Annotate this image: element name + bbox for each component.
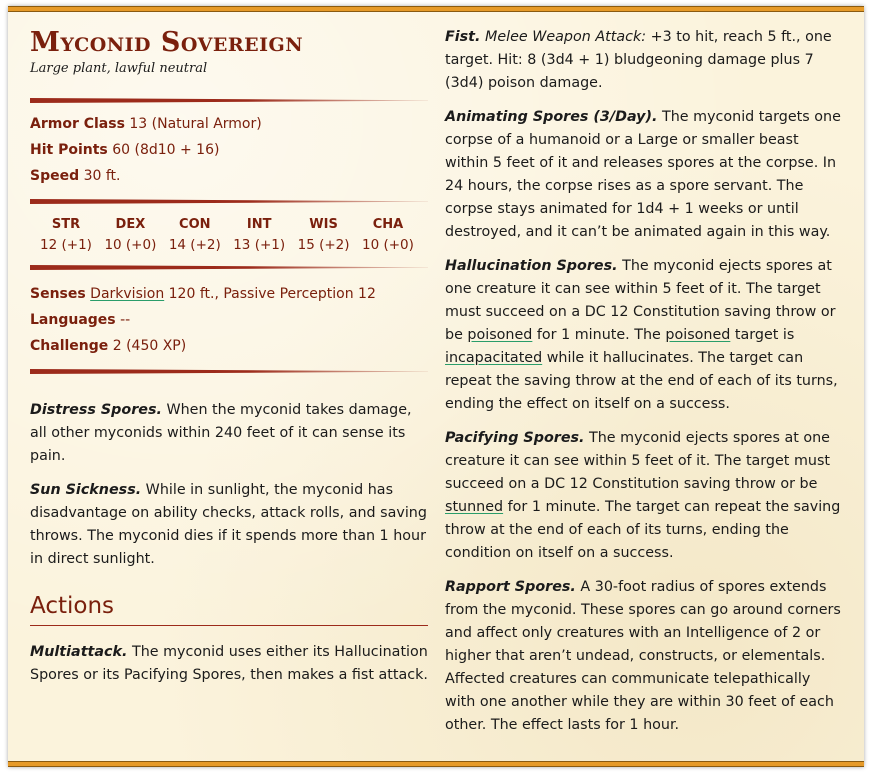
ability-int [227, 215, 291, 255]
monster-name: Myconid Sovereign [30, 27, 304, 58]
challenge [30, 333, 428, 359]
action-name: Fist. [445, 29, 481, 45]
ability-value: 13 (+1) [233, 237, 286, 253]
armor-class [30, 111, 428, 137]
action-name: Animating Spores (3/Day). [445, 109, 658, 125]
incapacitated-link[interactable]: incapacitated [445, 350, 543, 366]
action-hallucination-spores [445, 255, 845, 416]
trait-text: When the myconid takes damage, all other myconids within 240 feet of it can sense its pain. [30, 402, 412, 464]
hit-points-value: 60 (8d10 + 16) [112, 142, 220, 158]
action-multiattack [30, 641, 428, 687]
trait-name: Sun Sickness. [30, 482, 142, 498]
action-text: The myconid ejects spores at one creature it can see within 5 feet of it. The target must succeed on a DC 12 Constitution saving throw or be [445, 258, 836, 343]
speed [30, 163, 428, 189]
trait-text: While in sunlight, the myconid has disadvantage on ability checks, attack rolls, and saving throws. The myconid dies if it spends more than 1 hour in direct sunlight. [30, 482, 427, 567]
action-text: for 1 minute. The target can repeat the saving throw at the end of each of its turns, ending the condition on itself on a success. [445, 499, 841, 561]
speed-label: Speed [30, 168, 80, 184]
ability-value: 14 (+2) [168, 237, 221, 253]
armor-class-value: 13 (Natural Armor) [129, 116, 262, 132]
ability-name: WIS [309, 217, 338, 232]
languages [30, 307, 428, 333]
hit-points [30, 137, 428, 163]
action-text: The myconid targets one corpse of a humanoid or a Large or smaller beast within 5 feet of it and releases spores at the corpse. In 24 hours, the corpse rises as a spore servant. The corpse stays animated for 1d4 + 1 weeks or until destroyed, and it can’t be animated again in this way. [445, 109, 841, 240]
stunned-link[interactable]: stunned [445, 499, 504, 515]
action-name: Multiattack. [30, 644, 128, 660]
ability-con [163, 215, 227, 255]
attack-type: Melee Weapon Attack: [485, 29, 647, 45]
ability-cha [356, 215, 420, 255]
ability-value: 12 (+1) [40, 237, 92, 253]
ability-name: CHA [372, 217, 404, 232]
action-text: +3 to hit, reach 5 ft., one target. Hit: 8 (3d4 + 1) bludgeoning damage plus 7 (3d4) poison damage. [445, 29, 832, 91]
hit-points-label: Hit Points [30, 142, 108, 158]
action-text: while it hallucinates. The target can repeat the saving throw at the end of each of its turns, ending the effect on itself on a success. [445, 350, 838, 412]
action-text: for 1 minute. The [532, 327, 666, 343]
action-fist [445, 26, 845, 95]
senses-value: 120 ft., Passive Perception 12 [164, 286, 376, 302]
darkvision-link[interactable]: Darkvision [90, 286, 165, 302]
poisoned-link[interactable]: poisoned [467, 327, 533, 343]
actions-heading: Actions [30, 593, 115, 619]
languages-label: Languages [30, 312, 116, 328]
ability-name: INT [246, 217, 272, 232]
action-name: Pacifying Spores. [445, 430, 585, 446]
left-column [30, 26, 428, 687]
trait-sun-sickness [30, 479, 428, 571]
action-text: target is [730, 327, 795, 343]
action-name: Rapport Spores. [445, 579, 576, 595]
challenge-label: Challenge [30, 338, 109, 354]
ability-value: 10 (+0) [104, 237, 157, 253]
top-border [8, 6, 864, 12]
action-text: The myconid ejects spores at one creature it can see within 5 feet of it. The target must succeed on a DC 12 Constitution saving throw or be [445, 430, 830, 492]
challenge-value: 2 (450 XP) [112, 338, 187, 354]
speed-value: 30 ft. [83, 168, 121, 184]
languages-value: -- [120, 312, 131, 328]
bottom-border [8, 761, 864, 767]
action-rapport-spores [445, 576, 845, 737]
ability-dex [98, 215, 162, 255]
ability-wis [292, 215, 356, 255]
ability-name: STR [51, 217, 81, 232]
ability-value: 10 (+0) [362, 237, 414, 253]
ability-name: DEX [115, 217, 146, 232]
action-text: The myconid uses either its Hallucination Spores or its Pacifying Spores, then makes a fist attack. [30, 644, 428, 683]
action-text: A 30-foot radius of spores extends from the myconid. These spores can go around corners and affect only creatures with an Intelligence of 2 or higher that aren’t undead, constructs, or elementals. Affected creatures can communicate telepathically with one another while they are within 30 feet of each other. The effect lasts for 1 hour. [445, 579, 841, 733]
senses-label: Senses [30, 286, 86, 302]
ability-value: 15 (+2) [297, 237, 350, 253]
action-name: Hallucination Spores. [445, 258, 618, 274]
trait-name: Distress Spores. [30, 402, 162, 418]
action-pacifying-spores [445, 427, 845, 565]
stat-block [8, 6, 864, 767]
armor-class-label: Armor Class [30, 116, 125, 132]
right-column [445, 26, 845, 737]
action-animating-spores [445, 106, 845, 244]
ability-name: CON [179, 217, 211, 232]
poisoned-link[interactable]: poisoned [665, 327, 731, 343]
ability-str [34, 215, 98, 255]
ability-scores [30, 215, 428, 255]
senses [30, 281, 428, 307]
trait-distress-spores [30, 399, 428, 468]
monster-meta: Large plant, lawful neutral [30, 61, 208, 76]
